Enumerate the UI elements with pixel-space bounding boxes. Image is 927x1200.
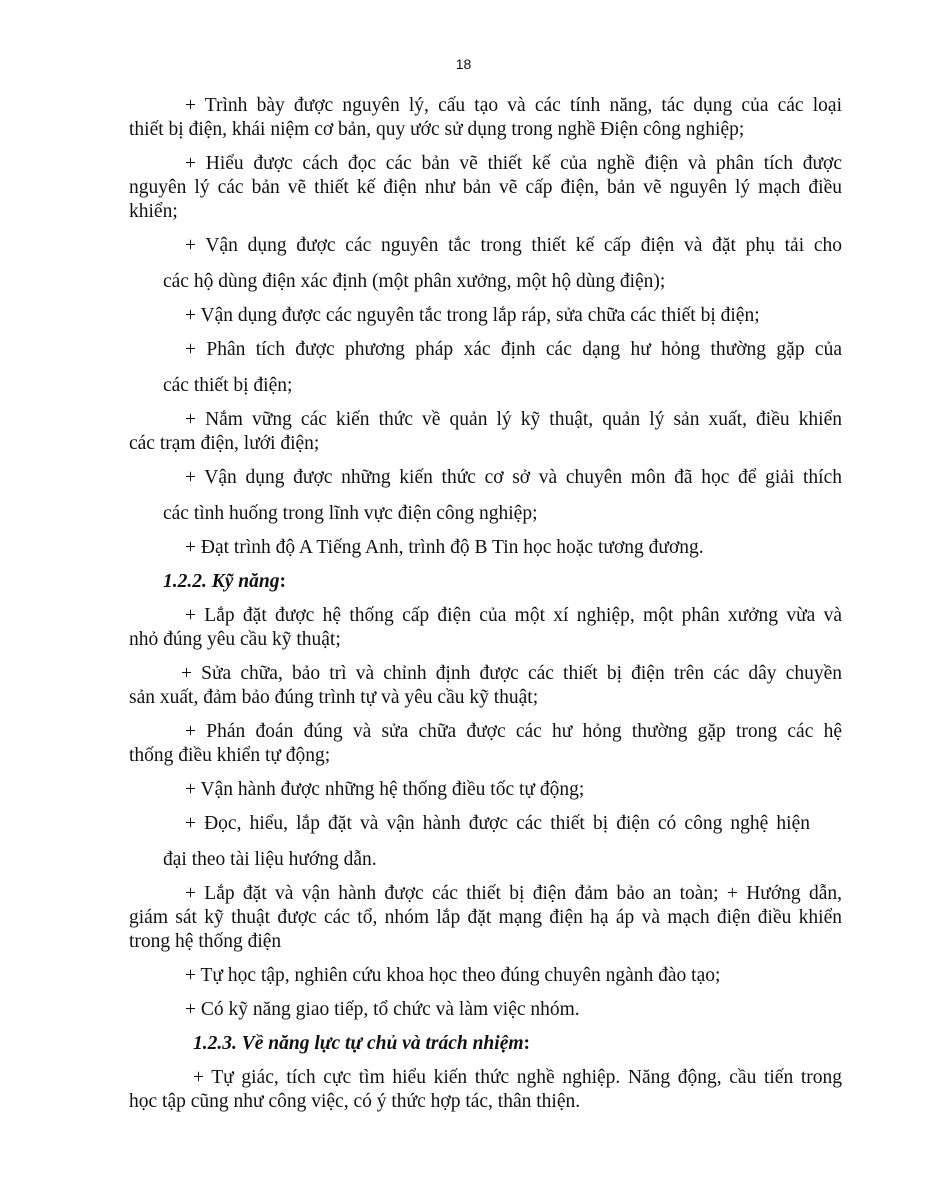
skill-item bbox=[129, 812, 842, 872]
section-heading-autonomy bbox=[193, 1032, 842, 1056]
heading-colon: : bbox=[279, 571, 286, 592]
text-line: các hộ dùng điện xác định (một phân xưởng, một hộ dùng điện); bbox=[163, 271, 666, 292]
skill-item bbox=[129, 662, 842, 710]
knowledge-item bbox=[129, 466, 842, 526]
heading-text: 1.2.3. Về năng lực tự chủ và trách nhiệm bbox=[193, 1033, 524, 1054]
text-line: + Đạt trình độ A Tiếng Anh, trình độ B Tin học hoặc tương đương. bbox=[185, 537, 704, 558]
text-line: + Phân tích được phương pháp xác định các dạng hư hỏng thường gặp của bbox=[185, 339, 842, 360]
text-line: các tình huống trong lĩnh vực điện công nghiệp; bbox=[163, 503, 538, 524]
text-line: + Phán đoán đúng và sửa chữa được các hư hỏng thường gặp trong các hệ bbox=[185, 721, 842, 742]
section-heading-skills bbox=[163, 570, 842, 594]
text-line: thống điều khiển tự động; bbox=[129, 745, 331, 766]
knowledge-item bbox=[129, 152, 842, 224]
text-line: các thiết bị điện; bbox=[163, 375, 293, 396]
text-line: + Có kỹ năng giao tiếp, tổ chức và làm việc nhóm. bbox=[185, 999, 580, 1020]
text-line: + Lắp đặt được hệ thống cấp điện của một xí nghiệp, một phân xưởng vừa và bbox=[185, 605, 842, 626]
document-body bbox=[129, 94, 842, 1124]
text-line: giám sát kỹ thuật được các tổ, nhóm lắp đặt mạng điện hạ áp và mạch điện điều khiển bbox=[129, 907, 842, 928]
skill-item bbox=[129, 778, 842, 802]
knowledge-item bbox=[129, 304, 842, 328]
text-line: khiển; bbox=[129, 201, 178, 222]
text-line: học tập cũng như công việc, có ý thức hợp tác, thân thiện. bbox=[129, 1091, 581, 1112]
text-line: nguyên lý các bản vẽ thiết kế điện như bản vẽ cấp điện, bản vẽ nguyên lý mạch điều bbox=[129, 177, 842, 198]
skill-item bbox=[129, 882, 842, 954]
knowledge-item bbox=[129, 94, 842, 142]
heading-text: 1.2.2. Kỹ năng bbox=[163, 571, 280, 592]
skill-item bbox=[129, 998, 842, 1022]
text-line: + Vận dụng được các nguyên tắc trong thiết kế cấp điện và đặt phụ tải cho bbox=[185, 235, 842, 256]
text-line: + Lắp đặt và vận hành được các thiết bị điện đảm bảo an toàn; + Hướng dẫn, bbox=[185, 883, 842, 904]
text-line: đại theo tài liệu hướng dẫn. bbox=[163, 849, 377, 870]
text-line: nhỏ đúng yêu cầu kỹ thuật; bbox=[129, 629, 341, 650]
text-line: trong hệ thống điện bbox=[129, 931, 282, 952]
skill-item bbox=[129, 964, 842, 988]
autonomy-item bbox=[129, 1066, 842, 1114]
text-line: + Hiểu được cách đọc các bản vẽ thiết kế của nghề điện và phân tích được bbox=[185, 153, 842, 174]
skill-item bbox=[129, 604, 842, 652]
text-line: + Vận dụng được những kiến thức cơ sở và chuyên môn đã học để giải thích bbox=[185, 467, 842, 488]
text-line: + Tự giác, tích cực tìm hiểu kiến thức nghề nghiệp. Năng động, cầu tiến trong bbox=[193, 1067, 842, 1088]
text-line: + Đọc, hiểu, lắp đặt và vận hành được các thiết bị điện có công nghệ hiện bbox=[185, 813, 810, 834]
heading-colon: : bbox=[523, 1033, 531, 1054]
text-line: + Vận dụng được các nguyên tắc trong lắp ráp, sửa chữa các thiết bị điện; bbox=[185, 305, 760, 326]
text-line: + Vận hành được những hệ thống điều tốc tự động; bbox=[185, 779, 585, 800]
text-line: sản xuất, đảm bảo đúng trình tự và yêu cầu kỹ thuật; bbox=[129, 687, 539, 708]
text-line: + Sửa chữa, bảo trì và chỉnh định được các thiết bị điện trên các dây chuyền bbox=[181, 663, 842, 684]
text-line: + Tự học tập, nghiên cứu khoa học theo đúng chuyên ngành đào tạo; bbox=[185, 965, 721, 986]
skill-item bbox=[129, 720, 842, 768]
knowledge-item bbox=[129, 234, 842, 294]
page-number: 18 bbox=[455, 56, 472, 72]
knowledge-item bbox=[129, 536, 842, 560]
knowledge-item bbox=[129, 408, 842, 456]
text-line: thiết bị điện, khái niệm cơ bản, quy ước sử dụng trong nghề Điện công nghiệp; bbox=[129, 119, 745, 140]
text-line: + Trình bày được nguyên lý, cấu tạo và các tính năng, tác dụng của các loại bbox=[185, 95, 842, 116]
text-line: + Nắm vững các kiến thức về quản lý kỹ thuật, quản lý sản xuất, điều khiển bbox=[185, 409, 842, 430]
knowledge-item bbox=[129, 338, 842, 398]
text-line: các trạm điện, lưới điện; bbox=[129, 433, 320, 454]
